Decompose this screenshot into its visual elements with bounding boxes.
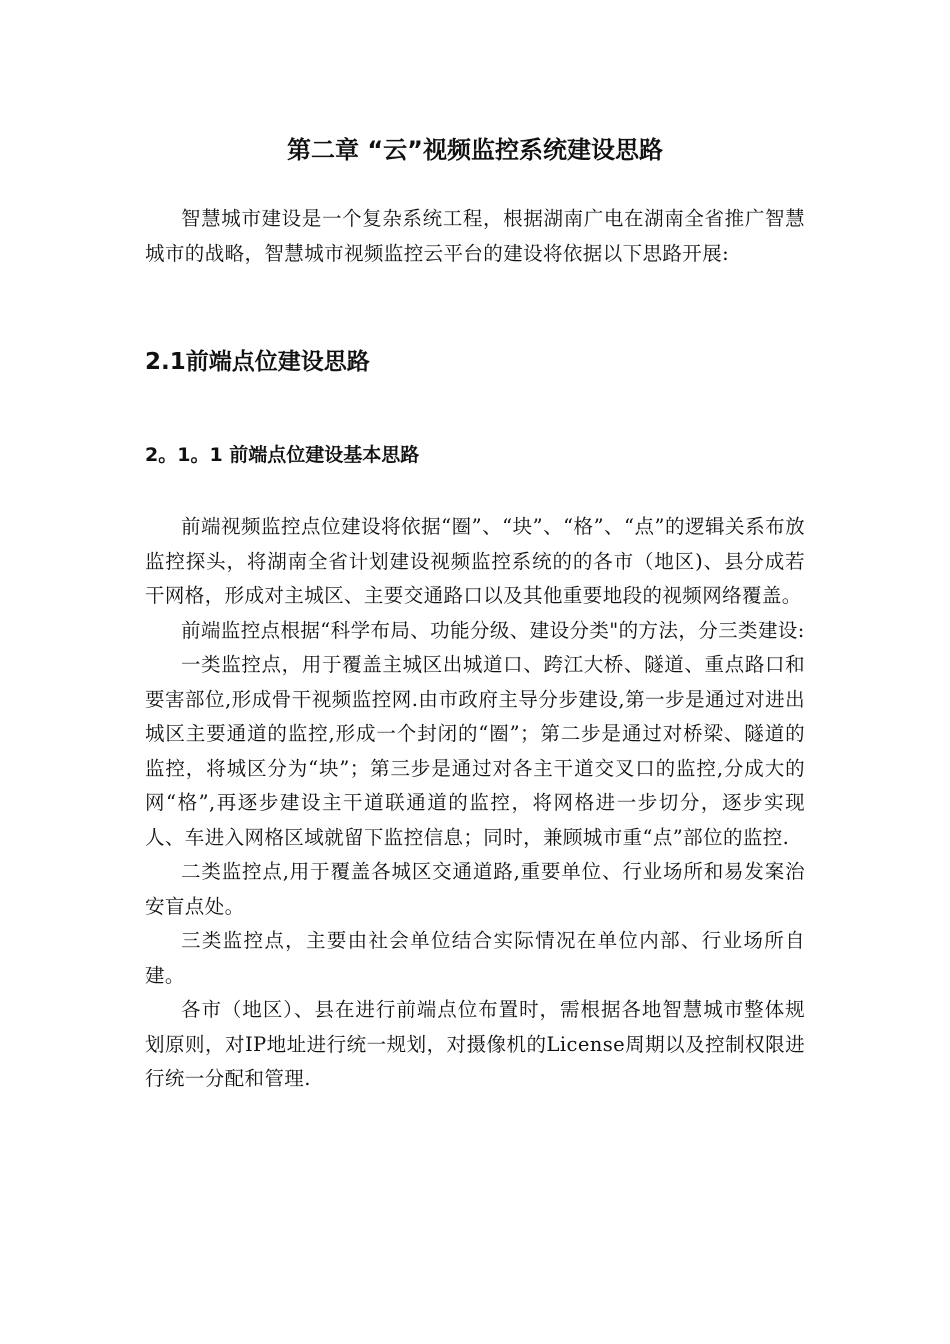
section-heading-2-1: 2.1前端点位建设思路 — [145, 349, 370, 375]
chapter-intro-paragraph: 智慧城市建设是一个复杂系统工程，根据湖南广电在湖南全省推广智慧城市的战略，智慧城市视频监控云平台的建设将依据以下思路开展: — [145, 207, 805, 265]
paragraph-category-three: 三类监控点，主要由社会单位结合实际情况在单位内部、行业场所自建。 — [145, 929, 805, 987]
paragraph-category-one: 一类监控点，用于覆盖主城区出城道口、跨江大桥、隧道、重点路口和要害部位,形成骨干视频监控网.由市政府主导分步建设,第一步是通过对进出城区主要通道的监控,形成一个封闭的“圈”；第二步是通过对桥梁、隧道的监控，将城区分为“块”；第三步是通过对各主干道交叉口的监控,分成大的网“格”,再逐步建设主干道联通道的监控，将网格进一步切分，逐步实现人、车进入网格区域就留下监控信息；同时，兼顾城市重“点”部位的监控. — [145, 653, 805, 849]
paragraph-category-two: 二类监控点,用于覆盖各城区交通道路,重要单位、行业场所和易发案治安盲点处。 — [145, 860, 805, 918]
paragraph-layout-logic: 前端视频监控点位建设将依据“圈”、“块”、“格”、“点”的逻辑关系布放监控探头，将湖南全省计划建设视频监控系统的的各市（地区)、县分成若干网格，形成对主城区、主要交通路口以及其他重要地段的视频网络覆盖。 — [145, 515, 805, 607]
paragraph-ip-planning: 各市（地区）、县在进行前端点位布置时，需根据各地智慧城市整体规划原则，对IP地址进行统一规划，对摄像机的License周期以及控制权限进行统一分配和管理. — [145, 998, 805, 1090]
subsection-body — [145, 510, 805, 1097]
paragraph-three-categories: 前端监控点根据“科学布局、功能分级、建设分类"的方法，分三类建设: — [181, 618, 805, 642]
chapter-title: 第二章 “云”视频监控系统建设思路 — [287, 136, 663, 164]
subsection-heading-2-1-1: 2。1。1 前端点位建设基本思路 — [145, 444, 420, 466]
